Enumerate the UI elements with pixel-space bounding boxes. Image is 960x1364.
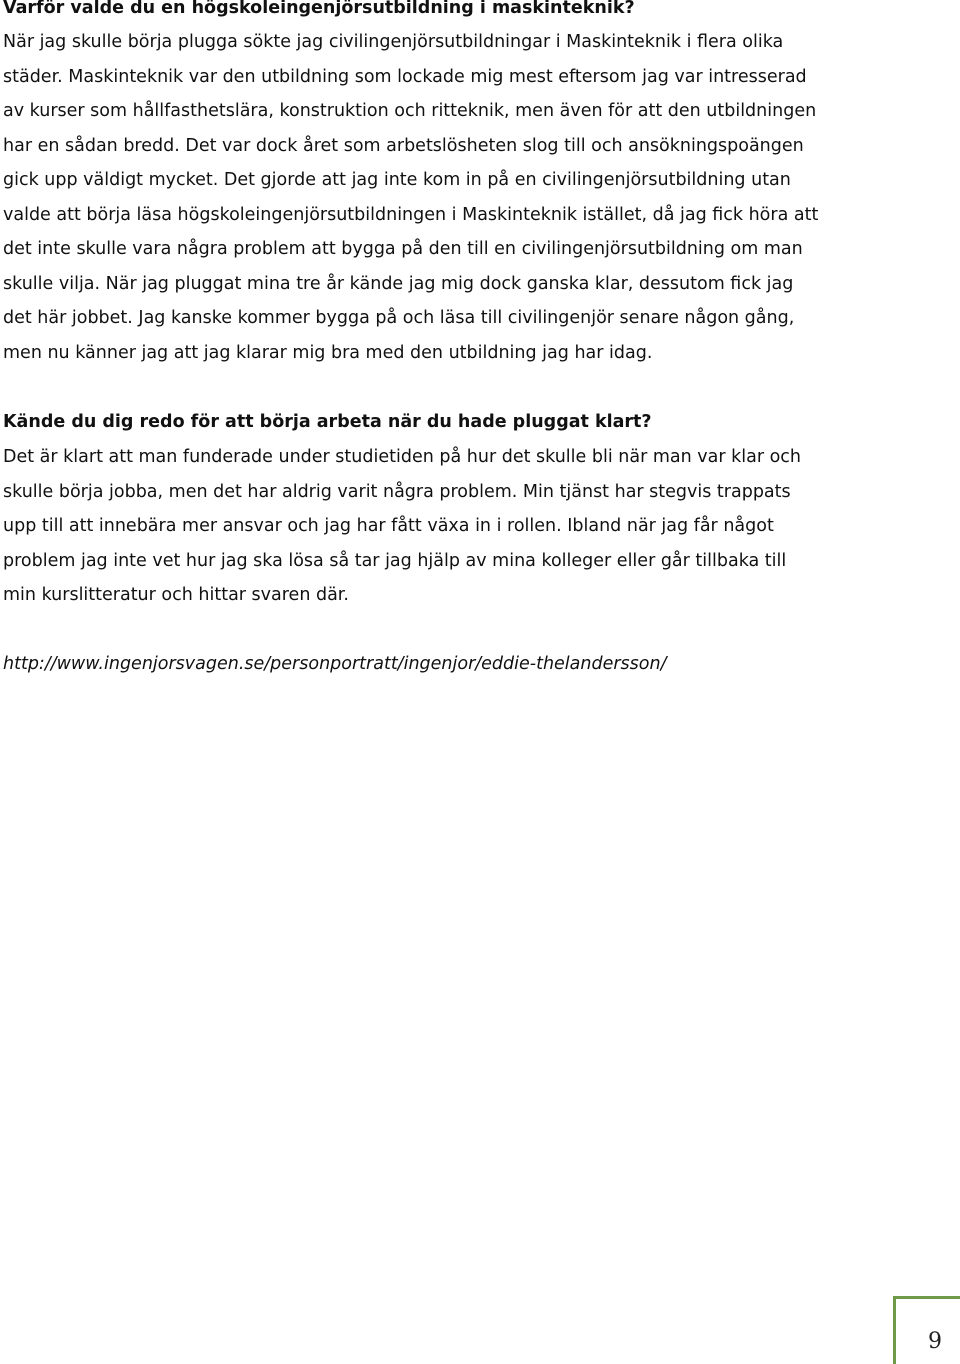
paragraph-line: av kurser som hållfasthetslära, konstruktion och ritteknik, men även för att den utbildningen <box>3 101 817 121</box>
paragraph-line: Det är klart att man funderade under studietiden på hur det skulle bli när man var klar och <box>3 447 801 467</box>
source-link[interactable]: http://www.ingenjorsvagen.se/personportratt/ingenjor/eddie-thelandersson/ <box>3 654 667 674</box>
paragraph-line: men nu känner jag att jag klarar mig bra med den utbildning jag har idag. <box>3 342 653 363</box>
paragraph-education-choice <box>3 25 818 370</box>
paragraph-line: min kurslitteratur och hittar svaren där. <box>3 585 349 605</box>
paragraph-line: När jag skulle börja plugga sökte jag civilingenjörsutbildningar i Maskinteknik i flera olika <box>3 32 784 52</box>
paragraph-line: valde att börja läsa högskoleingenjörsutbildningen i Maskinteknik istället, då jag fick höra att <box>3 204 819 225</box>
paragraph-line: städer. Maskinteknik var den utbildning som lockade mig mest eftersom jag var intresserad <box>3 66 807 87</box>
paragraph-line: skulle börja jobba, men det har aldrig varit några problem. Min tjänst har stegvis trappats <box>3 481 791 502</box>
paragraph-line: gick upp väldigt mycket. Det gjorde att jag inte kom in på en civilingenjörsutbildning utan <box>3 170 791 190</box>
section-heading-work-readiness: Kände du dig redo för att börja arbeta när du hade pluggat klart? <box>3 412 652 432</box>
paragraph-line: det inte skulle vara några problem att bygga på den till en civilingenjörsutbildning om man <box>3 239 803 259</box>
page-number: 9 <box>928 1329 942 1354</box>
paragraph-line: det här jobbet. Jag kanske kommer bygga på och läsa till civilingenjör senare någon gång, <box>3 308 795 328</box>
section-heading-education-choice: Varför valde du en högskoleingenjörsutbildning i maskinteknik? <box>3 0 635 18</box>
paragraph-work-readiness <box>3 440 801 613</box>
paragraph-line: upp till att innebära mer ansvar och jag har fått växa in i rollen. Ibland när jag får något <box>3 516 774 536</box>
paragraph-line: problem jag inte vet hur jag ska lösa så tar jag hjälp av mina kolleger eller går tillbaka till <box>3 550 787 571</box>
paragraph-line: skulle vilja. När jag pluggat mina tre år kände jag mig dock ganska klar, dessutom fick jag <box>3 273 794 294</box>
page-number-frame <box>893 1296 960 1364</box>
paragraph-line: har en sådan bredd. Det var dock året som arbetslösheten slog till och ansökningspoängen <box>3 135 804 156</box>
